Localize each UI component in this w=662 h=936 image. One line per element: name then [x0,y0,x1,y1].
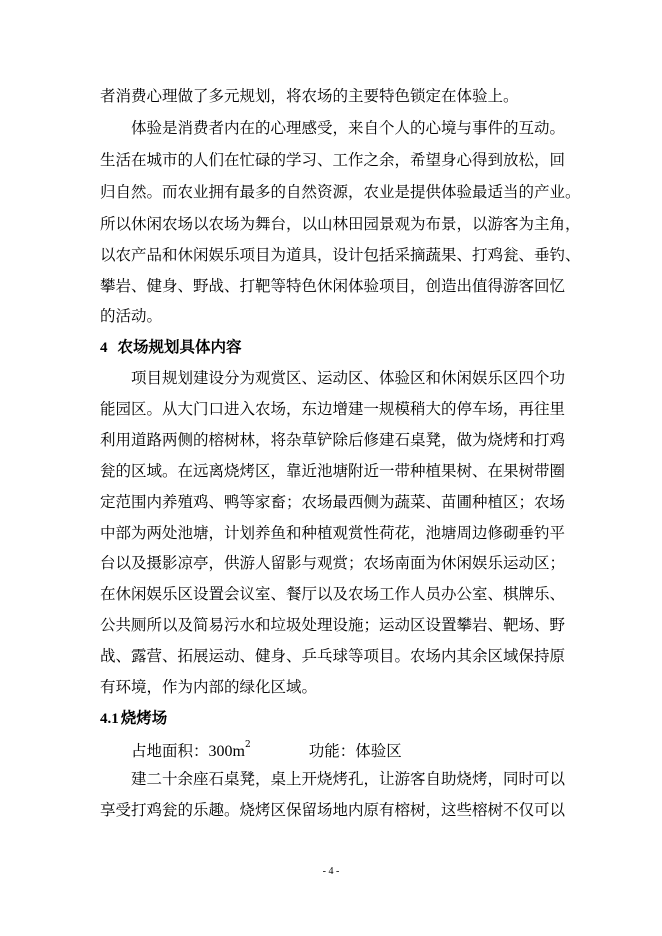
paragraph-line: 的活动。 [100,307,163,325]
section-number: 4 [100,340,108,356]
paragraph-line: 体验是消费者内在的心理感受，来自个人的心境与事件的互动。 [131,119,566,137]
paragraph-line: 攀岩、健身、野战、打靶等特色休闲体验项目，创造出值得游客回忆 [100,277,566,295]
section-heading [100,337,242,358]
paragraph-line: 归自然。而农业拥有最多的自然资源，农业是提供体验最适当的产业。 [100,183,581,201]
paragraph-line: 项目规划建设分为观赏区、运动区、体验区和休闲娱乐区四个功 [131,369,566,387]
paragraph-line: 者消费心理做了多元规划，将农场的主要特色锁定在体验上。 [100,87,519,105]
paragraph-line: 以农产品和休闲娱乐项目为道具，设计包括采摘蔬果、打鸡瓮、垂钓、 [100,246,581,264]
paragraph-line: 中部为两处池塘，计划养鱼和种植观赏性荷花，池塘周边修砌垂钓平 [100,524,566,542]
paragraph-line: 建二十余座石桌凳，桌上开烧烤孔，让游客自助烧烤，同时可以 [131,770,566,788]
paragraph-line: 有环境，作为内部的绿化区域。 [100,678,318,696]
subsection-number: 4.1 [100,711,119,727]
section-title: 农场规划具体内容 [117,338,242,356]
paragraph-line: 瓮的区域。在远离烧烤区，靠近池塘附近一带种植果树、在果树带圈 [100,462,566,480]
area-label: 占地面积： [131,742,209,761]
area-unit-superscript: 2 [244,740,251,750]
subsection-heading [100,708,167,729]
paragraph-line: 享受打鸡瓮的乐趣。烧烤区保留场地内原有榕树，这些榕树不仅可以 [100,801,566,819]
paragraph-line: 生活在城市的人们在忙碌的学习、工作之余，希望身心得到放松，回 [100,151,566,169]
paragraph-line: 利用道路两侧的榕树林，将杂草铲除后修建石桌凳，做为烧烤和打鸡 [100,431,566,449]
paragraph-line: 公共厕所以及简易污水和垃圾处理设施；运动区设置攀岩、靶场、野 [100,616,566,634]
subsection-title: 烧烤场 [120,709,168,727]
paragraph-line: 定范围内养殖鸡、鸭等家畜；农场最西侧为蔬菜、苗圃种植区；农场 [100,493,566,511]
paragraph-line: 台以及摄影凉亭，供游人留影与观赏；农场南面为休闲娱乐运动区； [100,554,566,572]
area-value: 300m [208,743,245,761]
function-label: 功能：体验区 [308,742,402,761]
paragraph-line: 在休闲娱乐区设置会议室、餐厅以及农场工作人员办公室、棋牌乐、 [100,585,566,603]
paragraph-line: 所以休闲农场以农场为舞台，以山林田园景观为布景，以游客为主角， [100,215,581,233]
paragraph-line: 战、露营、拓展运动、健身、乒乓球等项目。农场内其余区域保持原 [100,647,566,665]
page-number: - 4 - [322,866,340,877]
area-function-row [131,738,402,762]
paragraph-line: 能园区。从大门口进入农场，东边增建一规模稍大的停车场，再往里 [100,400,566,418]
